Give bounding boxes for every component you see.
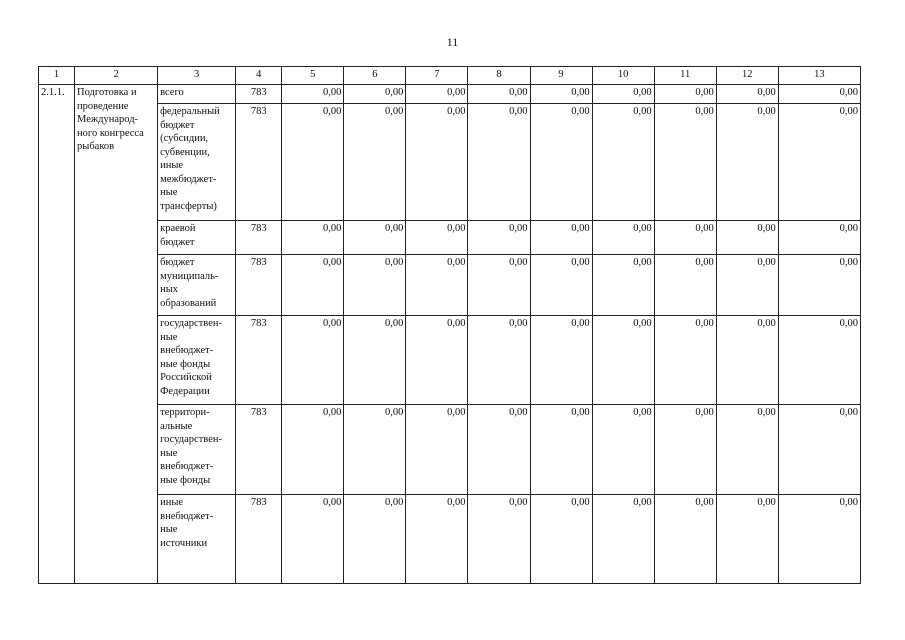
value-cell: 0,00 [282, 255, 344, 316]
funding-source-cell [158, 405, 236, 495]
funding-source-cell [158, 316, 236, 405]
value-cell: 0,00 [530, 85, 592, 104]
column-header: 12 [716, 67, 778, 85]
value-cell: 0,00 [344, 104, 406, 221]
value-cell: 0,00 [468, 221, 530, 255]
value-cell: 0,00 [716, 85, 778, 104]
funding-source-cell [158, 495, 236, 584]
column-header: 8 [468, 67, 530, 85]
value-cell: 0,00 [406, 495, 468, 584]
value-cell: 0,00 [778, 495, 860, 584]
value-cell: 0,00 [592, 255, 654, 316]
code-cell: 783 [236, 255, 282, 316]
column-header: 13 [778, 67, 860, 85]
value-cell: 0,00 [530, 495, 592, 584]
value-cell: 0,00 [344, 405, 406, 495]
value-cell: 0,00 [344, 316, 406, 405]
value-cell: 0,00 [344, 495, 406, 584]
table-row [39, 221, 861, 255]
value-cell: 0,00 [530, 405, 592, 495]
value-cell: 0,00 [406, 255, 468, 316]
value-cell: 0,00 [716, 495, 778, 584]
column-header: 10 [592, 67, 654, 85]
value-cell: 0,00 [468, 85, 530, 104]
funding-source-label: государствен- ные внебюджет- ные фонды Российской Федерации [160, 318, 222, 397]
header-row [39, 67, 861, 85]
value-cell: 0,00 [778, 104, 860, 221]
value-cell: 0,00 [344, 85, 406, 104]
value-cell: 0,00 [468, 316, 530, 405]
code-cell: 783 [236, 405, 282, 495]
value-cell: 0,00 [282, 405, 344, 495]
value-cell: 0,00 [530, 316, 592, 405]
value-cell: 0,00 [716, 405, 778, 495]
value-cell: 0,00 [654, 405, 716, 495]
value-cell: 0,00 [282, 85, 344, 104]
value-cell: 0,00 [778, 255, 860, 316]
value-cell: 0,00 [778, 221, 860, 255]
code-cell: 783 [236, 85, 282, 104]
code-cell: 783 [236, 221, 282, 255]
value-cell: 0,00 [468, 255, 530, 316]
value-cell: 0,00 [344, 255, 406, 316]
value-cell: 0,00 [592, 104, 654, 221]
value-cell: 0,00 [406, 316, 468, 405]
column-header: 7 [406, 67, 468, 85]
table-row [39, 405, 861, 495]
value-cell: 0,00 [468, 495, 530, 584]
column-header: 9 [530, 67, 592, 85]
funding-source-label: бюджет муниципаль- ных образований [160, 257, 219, 309]
value-cell: 0,00 [778, 316, 860, 405]
value-cell: 0,00 [282, 495, 344, 584]
value-cell: 0,00 [654, 255, 716, 316]
funding-source-cell [158, 221, 236, 255]
funding-source-label: федеральный бюджет (субсидии, субвенции, иные межбюджет- ные трансферты) [160, 106, 220, 212]
column-header: 1 [39, 67, 75, 85]
table-row [39, 255, 861, 316]
column-header: 2 [75, 67, 158, 85]
value-cell: 0,00 [592, 85, 654, 104]
value-cell: 0,00 [530, 255, 592, 316]
value-cell: 0,00 [592, 405, 654, 495]
value-cell: 0,00 [654, 316, 716, 405]
column-header: 6 [344, 67, 406, 85]
item-name: Подготовка и проведение Международ-ного конгресса рыбаков [75, 85, 158, 584]
value-cell: 0,00 [406, 85, 468, 104]
funding-source-label: территори- альные государствен- ные внебюджет- ные фонды [160, 407, 222, 486]
value-cell: 0,00 [344, 221, 406, 255]
column-header: 5 [282, 67, 344, 85]
value-cell: 0,00 [778, 405, 860, 495]
column-header: 11 [654, 67, 716, 85]
table-body [39, 85, 861, 584]
table-row [39, 104, 861, 221]
funding-source-label: всего [160, 87, 184, 98]
value-cell: 0,00 [592, 495, 654, 584]
table-row [39, 495, 861, 584]
value-cell: 0,00 [778, 85, 860, 104]
column-header: 4 [236, 67, 282, 85]
page-number: 11 [446, 35, 459, 49]
value-cell: 0,00 [654, 104, 716, 221]
funding-source-label: иные внебюджет- ные источники [160, 497, 214, 549]
code-cell: 783 [236, 495, 282, 584]
code-cell: 783 [236, 104, 282, 221]
funding-source-label: краевой бюджет [160, 223, 196, 248]
value-cell: 0,00 [468, 104, 530, 221]
budget-table [38, 66, 861, 584]
value-cell: 0,00 [406, 405, 468, 495]
value-cell: 0,00 [530, 104, 592, 221]
value-cell: 0,00 [406, 104, 468, 221]
code-cell: 783 [236, 316, 282, 405]
value-cell: 0,00 [282, 104, 344, 221]
value-cell: 0,00 [592, 221, 654, 255]
value-cell: 0,00 [716, 104, 778, 221]
funding-source-cell [158, 85, 236, 104]
table-row [39, 316, 861, 405]
value-cell: 0,00 [592, 316, 654, 405]
column-header: 3 [158, 67, 236, 85]
item-number: 2.1.1. [39, 85, 75, 584]
value-cell: 0,00 [406, 221, 468, 255]
value-cell: 0,00 [716, 221, 778, 255]
funding-source-cell [158, 104, 236, 221]
funding-source-cell [158, 255, 236, 316]
value-cell: 0,00 [654, 221, 716, 255]
value-cell: 0,00 [468, 405, 530, 495]
value-cell: 0,00 [530, 221, 592, 255]
value-cell: 0,00 [282, 221, 344, 255]
value-cell: 0,00 [716, 255, 778, 316]
value-cell: 0,00 [282, 316, 344, 405]
value-cell: 0,00 [654, 495, 716, 584]
table-row [39, 85, 861, 104]
value-cell: 0,00 [716, 316, 778, 405]
value-cell: 0,00 [654, 85, 716, 104]
